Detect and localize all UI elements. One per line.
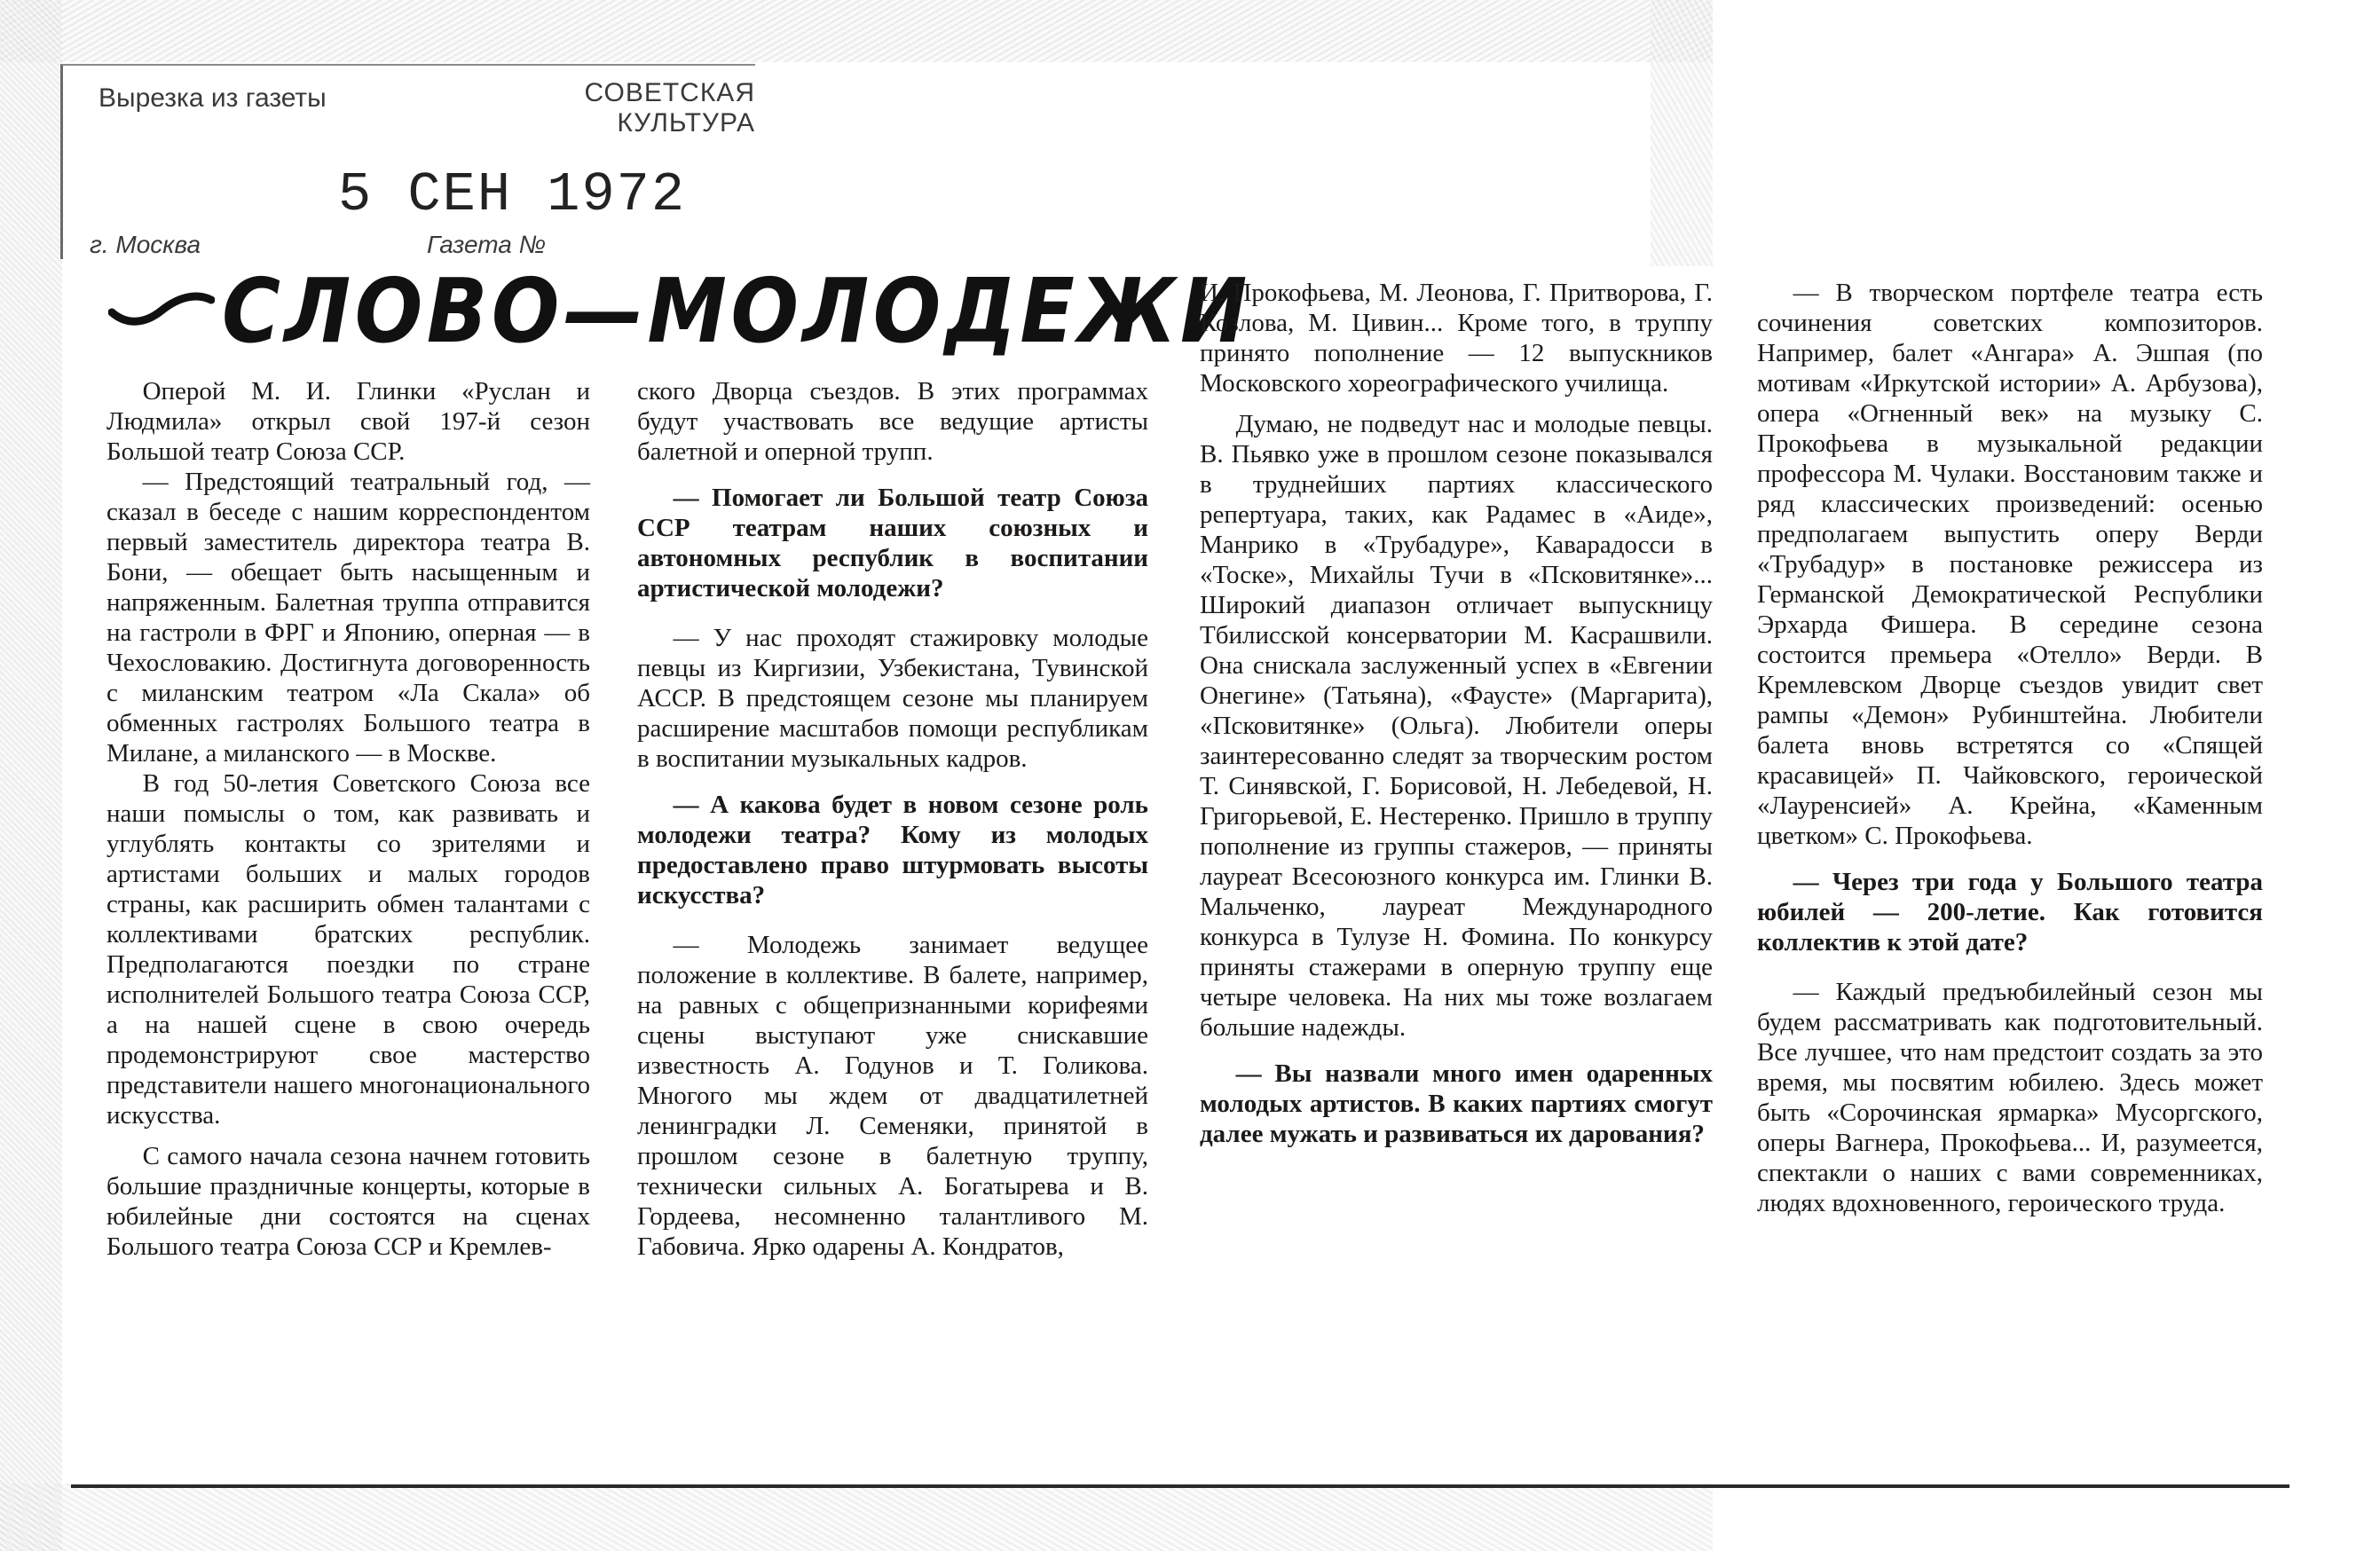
paragraph: — Каждый предъюбилейный сезон мы будем рассматривать как подготовительный. Все лучшее, что нам предстоит создать за это время, мы посвятим юбилею. Здесь может быть «Сорочинская ярмарка» Мусоргского, оперы Вагнера, Прокофьева... И, разумеется, спектакли о наших с вами современниках, людях вдохновенного, героического труда. xyxy=(1757,978,2263,1217)
interview-question: — Помогает ли Большой театр Союза ССР театрам наших союзных и автономных республик в воспитании артистической молодежи? xyxy=(637,484,1148,602)
paper-texture-left xyxy=(0,0,62,1551)
newspaper-name-line2: КУЛЬТУРА xyxy=(617,108,755,138)
bottom-rule xyxy=(71,1484,2289,1488)
article-column-1 xyxy=(106,376,590,1262)
issue-label: Газета № xyxy=(427,231,546,258)
paper-texture-right xyxy=(1651,0,1713,266)
interview-question: — А какова будет в новом сезоне роль молодежи театра? Кому из молодых предоставлено право штурмовать высоты искусства? xyxy=(637,791,1148,909)
date-stamp: 5 СЕН 1972 xyxy=(338,163,687,226)
paragraph: — У нас проходят стажировку молодые певцы из Киргизии, Узбекистана, Тувинской АССР. В предстоящем сезоне мы планируем расширение масштабов помощи республикам в воспитании музыкальных кадров. xyxy=(637,624,1148,773)
newspaper-name-line1: СОВЕТСКАЯ xyxy=(584,78,755,107)
clipping-stamp xyxy=(60,64,755,259)
article-column-2 xyxy=(637,376,1148,1262)
article-column-3 xyxy=(1200,278,1713,1169)
paper-texture-bottom xyxy=(0,1484,1713,1551)
paragraph: — Молодежь занимает ведущее положение в коллективе. В балете, например, на равных с общепризнанными корифеями сцены выступают уже снискавшие известность А. Годунов и Т. Голикова. Многого мы ждем от двадцатилетней ленинградки Л. Семеняки, принятой в прошлом сезоне в балетную труппу, технически сильных А. Богатырева и В. Гордеева, несомненно талантливого М. Габовича. Ярко одарены А. Кондратов, xyxy=(637,931,1148,1261)
city-label: г. Москва xyxy=(90,231,201,258)
paragraph: — Предстоящий театральный год, — сказал в беседе с нашим корреспондентом первый заместитель директора театра В. Бони, — обещает быть насыщенным и напряженным. Балетная труппа отправится на гастроли в ФРГ и Японию, оперная — в Чехословакию. Достигнута договоренность с миланским театром «Ла Скала» об обменных гастролях Большого театра в Милане, а миланского — в Москве. xyxy=(106,468,590,768)
article-column-4 xyxy=(1757,278,2263,1218)
paper-texture-top xyxy=(0,0,1713,62)
paragraph: С самого начала сезона начнем готовить большие праздничные концерты, которые в юбилейные дни состоятся на сценах Большого театра Союза ССР и Кремлев- xyxy=(106,1142,590,1261)
paragraph: — В творческом портфеле театра есть сочинения советских композиторов. Например, балет «Ангара» А. Эшпая (по мотивам «Иркутской истории» А. Арбузова), опера «Огненный век» на музыку С. Прокофьева в музыкальной редакции профессора М. Чулаки. Восстановим также и ряд классических произведений: осенью предполагаем выпустить оперу Верди «Трубадур» в постановке режиссера из Германской Демократической Республики Эрхарда Фишера. В середине сезона состоится премьера «Отелло» Верди. В Кремлевском Дворце съездов увидит свет рампы «Демон» Рубинштейна. Любители балета вновь встретятся со «Спящей красавицей» П. Чайковского, героической «Лауренсией» А. Крейна, «Каменным цветком» С. Прокофьева. xyxy=(1757,279,2263,850)
paragraph: И. Прокофьева, М. Леонова, Г. Притворова, Г. Козлова, М. Цивин... Кроме того, в труппу принято пополнение — 12 выпускников Московского хореографического училища. xyxy=(1200,279,1713,398)
newspaper-name xyxy=(584,78,755,138)
paragraph: Думаю, не подведут нас и молодые певцы. В. Пьявко уже в прошлом сезоне показывался в труднейших партиях классического репертуара, таких, как Радамес в «Аиде», Манрико в «Трубадуре», Каварадосси в «Тоске», Михайлы Тучи в «Псковитянке»... Широкий диапазон отличает выпускницу Тбилисской консерватории М. Касрашвили. Она снискала заслуженный успех в «Евгении Онегине» (Татьяна), «Фаусте» (Маргарита), «Псковитянке» (Ольга). Любители оперы заинтересованно следят за творческим ростом Т. Синявской, Г. Борисовой, Н. Лебедевой, Н. Григорьевой, Е. Нестеренко. Пришло в труппу пополнение из группы стажеров, — приняты лауреат Всесоюзного конкурса им. Глинки В. Мальченко, лауреат Международного конкурса в Тулузе Н. Фомина. По конкурсу приняты стажерами в оперную труппу еще четыре человека. На них мы тоже возлагаем большие надежды. xyxy=(1200,410,1713,1042)
paragraph: В год 50-летия Советского Союза все наши помыслы о том, как развивать и углублять контакты со зрителями и артистами больших и малых городов страны, как расширить обмен талантами с коллективами братских республик. Предполагаются поездки по стране исполнителей Большого театра Союза ССР, а на нашей сцене в свою очередь продемонстрируют свое мастерство представители нашего многонационального искусства. xyxy=(106,769,590,1130)
article-headline: СЛОВО—МОЛОДЕЖИ xyxy=(222,259,1251,363)
clipping-label: Вырезка из газеты xyxy=(99,83,327,113)
interview-question: — Через три года у Большого театра юбилей — 200-летие. Как готовится коллектив к этой дате? xyxy=(1757,868,2263,957)
interview-question: — Вы назвали много имен одаренных молодых артистов. В каких партиях смогут далее мужать и развиваться их дарования? xyxy=(1200,1059,1713,1148)
paragraph: Оперой М. И. Глинки «Руслан и Людмила» открыл свой 197-й сезон Большой театр Союза ССР. xyxy=(106,377,590,466)
paragraph: ского Дворца съездов. В этих программах будут участвовать все ведущие артисты балетной и оперной трупп. xyxy=(637,377,1148,466)
wave-ornament-icon xyxy=(108,284,215,328)
